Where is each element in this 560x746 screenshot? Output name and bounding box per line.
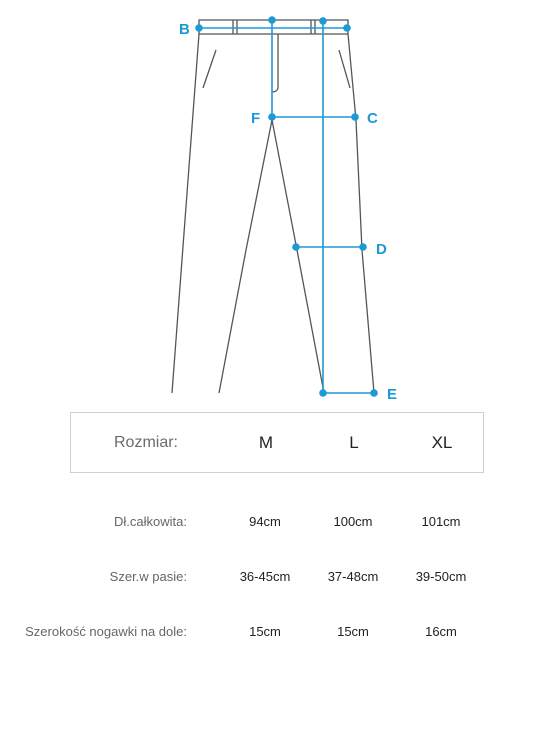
size-header-box (70, 412, 484, 473)
point-total-top (320, 18, 326, 24)
cell-value: 94cm (249, 513, 281, 529)
point-d-left (293, 244, 299, 250)
measurement-lines (196, 17, 377, 396)
size-header-label: Rozmiar: (113, 433, 178, 451)
label-e: E (387, 386, 398, 400)
point-d-right (360, 244, 366, 250)
label-f: F (251, 110, 261, 127)
table-row (0, 619, 560, 643)
label-d: D (376, 241, 387, 258)
point-c (352, 114, 358, 120)
table-row (0, 564, 560, 588)
row-label-leg-width-bottom: Szerokość nogawki na dole: (25, 623, 187, 639)
trousers-outline (172, 20, 374, 393)
cell-value: 15cm (337, 623, 369, 639)
size-m: M (258, 432, 274, 452)
point-e-left (320, 390, 326, 396)
cell-value: 101cm (421, 513, 461, 529)
label-b: B (179, 21, 190, 38)
point-b-left (196, 25, 202, 31)
point-waist-top (269, 17, 275, 23)
table-row (0, 509, 560, 533)
point-f (269, 114, 275, 120)
label-c: C (367, 110, 378, 127)
size-l: L (349, 432, 359, 452)
cell-value: 15cm (249, 623, 281, 639)
point-b-right (344, 25, 350, 31)
size-xl: XL (431, 432, 453, 452)
cell-value: 16cm (425, 623, 457, 639)
point-e-right (371, 390, 377, 396)
row-label-total-length: Dł.całkowita: (114, 513, 187, 529)
cell-value: 100cm (333, 513, 373, 529)
row-label-waist-width: Szer.w pasie: (109, 568, 187, 584)
cell-value: 39-50cm (415, 568, 467, 584)
cell-value: 36-45cm (239, 568, 291, 584)
cell-value: 37-48cm (327, 568, 379, 584)
